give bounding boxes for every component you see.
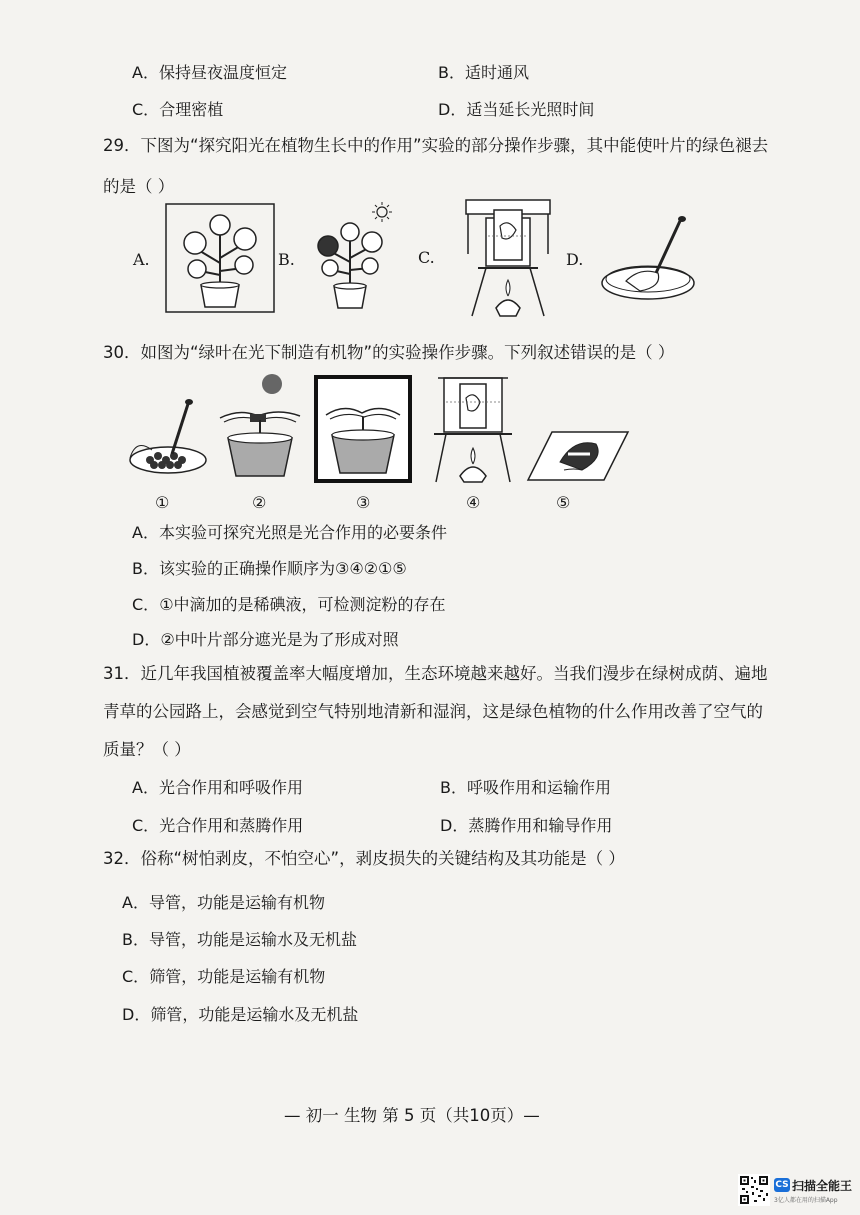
q30-stem: 30．如图为“绿叶在光下制造有机物”的实验操作步骤。下列叙述错误的是（ ）	[103, 343, 675, 362]
q29-plant-with-sun-image	[300, 200, 400, 316]
q31-option-d: D．蒸腾作用和输导作用	[440, 816, 613, 835]
camscanner-logo-icon: CS	[775, 1180, 789, 1190]
q31-option-a: A．光合作用和呼吸作用	[132, 778, 303, 797]
q32-stem: 32．俗称“树怕剥皮，不怕空心”，剥皮损失的关键结构及其功能是（ ）	[103, 849, 625, 868]
q32-option-c: C．筛管，功能是运输有机物	[122, 967, 326, 986]
qr-code-icon	[738, 1174, 770, 1206]
q30-option-d: D．②中叶片部分遮光是为了形成对照	[132, 630, 399, 649]
q28-option-d: D．适当延长光照时间	[438, 100, 595, 119]
q28-option-c: C．合理密植	[132, 100, 224, 119]
q30-option-a: A．本实验可探究光照是光合作用的必要条件	[132, 523, 447, 542]
q30-label-2: ②	[252, 493, 267, 512]
q32-option-a: A．导管，功能是运输有机物	[122, 893, 325, 912]
q30-fig1-dropper-dish-image	[128, 398, 210, 478]
q30-fig5-leaf-on-slide-image	[526, 428, 630, 484]
q28-option-b: B．适时通风	[438, 63, 529, 82]
scanner-app-slogan: 3亿人都在用的扫描App	[774, 1197, 838, 1204]
q29-label-c: C.	[418, 248, 435, 267]
q29-water-bath-heating-image	[458, 196, 558, 321]
q31-option-b: B．呼吸作用和运输作用	[440, 778, 611, 797]
q29-label-a: A.	[133, 250, 150, 269]
page-footer: — 初一 生物 第 5 页（共10页）—	[284, 1106, 540, 1125]
q29-plant-in-frame-image	[165, 203, 275, 313]
q29-petri-dish-dropper-image	[596, 215, 706, 305]
q29-stem-line1: 29．下图为“探究阳光在植物生长中的作用”实验的部分操作步骤，其中能使叶片的绿色褪去	[103, 136, 769, 155]
q30-label-4: ④	[466, 493, 481, 512]
q30-label-1: ①	[155, 493, 170, 512]
q30-option-b: B．该实验的正确操作顺序为③④②①⑤	[132, 559, 407, 578]
q28-option-a: A．保持昼夜温度恒定	[132, 63, 287, 82]
q30-fig3-dark-box-plant-image	[314, 375, 412, 483]
q31-stem-line3: 质量？（ ）	[103, 740, 191, 759]
q32-option-d: D．筛管，功能是运输水及无机盐	[122, 1005, 359, 1024]
q29-stem-line2: 的是（ ）	[103, 177, 175, 196]
q30-option-c: C．①中滴加的是稀碘液，可检测淀粉的存在	[132, 595, 446, 614]
scanner-app-name: 扫描全能王	[792, 1179, 853, 1193]
q31-stem-line2: 青草的公园路上，会感觉到空气特别地清新和湿润，这是绿色植物的什么作用改善了空气的	[103, 702, 763, 721]
q30-label-5: ⑤	[556, 493, 571, 512]
q30-label-3: ③	[356, 493, 371, 512]
q29-label-b: B.	[278, 250, 295, 269]
q30-fig4-water-bath-image	[428, 372, 518, 484]
scanner-badge	[738, 1174, 852, 1208]
q31-stem-line1: 31．近几年我国植被覆盖率大幅度增加，生态环境越来越好。当我们漫步在绿树成荫、遍地	[103, 664, 768, 683]
q32-option-b: B．导管，功能是运输水及无机盐	[122, 930, 357, 949]
q30-fig2-shaded-plant-image	[210, 372, 310, 480]
q29-label-d: D.	[566, 250, 584, 269]
q31-option-c: C．光合作用和蒸腾作用	[132, 816, 304, 835]
